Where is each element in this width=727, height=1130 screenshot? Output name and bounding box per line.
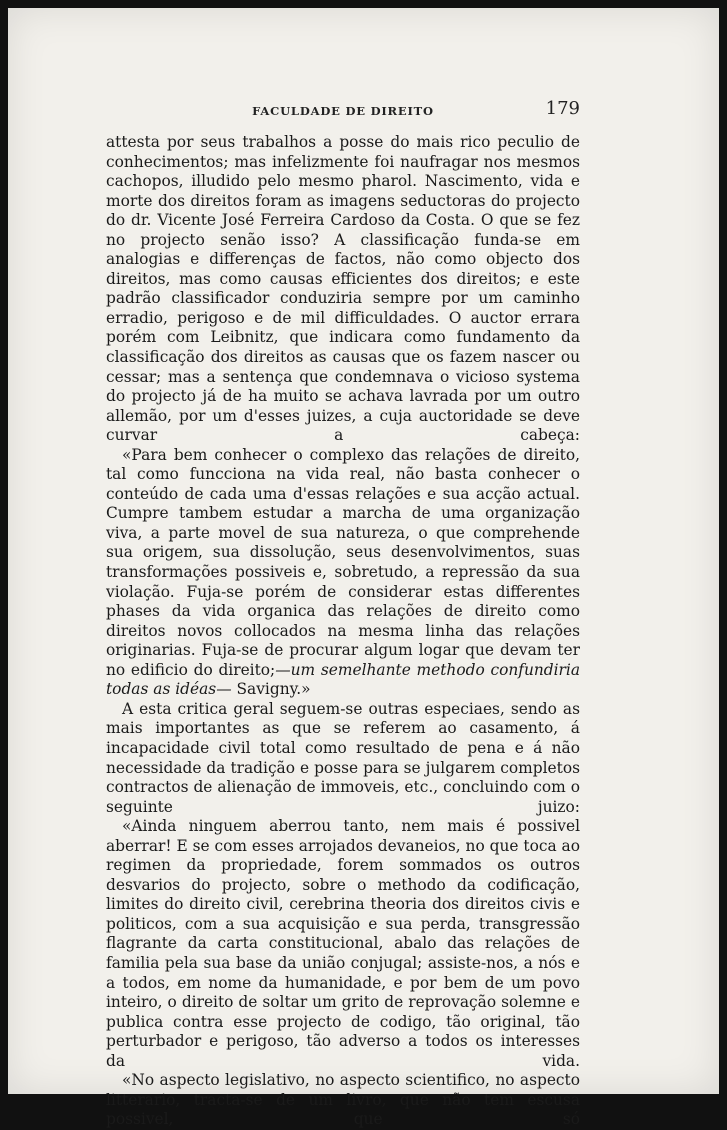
page-number: 179 [545,98,580,119]
paragraph-5-quote: «No aspecto legislativo, no aspecto scientifico, no aspecto litterario, tracta-se de um livro, que não tem escusa possivel, que só [106,1071,580,1129]
paragraph-2-attribution: Savigny.» [236,680,311,699]
running-title: FACULDADE DE DIREITO [252,104,434,118]
book-page [8,8,719,1129]
paragraph-4-quote: «Ainda ninguem aberrou tanto, nem mais é possivel aberrar! E se com esses arrojados devaneios, no que toca ao regimen da propriedade, forem sommados os outros desvarios do projecto, sobre o methodo da codificação, limites do direito civil, cerebrina theoria dos direitos civis e politicos, com a sua acquisição e sua perda, transgressão flagrante da carta constitucional, abalo das relações de familia pela sua base da união conjugal; assiste-nos, a nós e a todos, em nome da humanidade, e por bem de um povo inteiro, o direito de soltar um grito de reprovação solemne e publica contra esse projecto de codigo, tão original, tão perturbador e perigoso, tão adverso a todos os interesses da vida. [106,817,580,1070]
running-header [106,98,580,122]
body-text [106,133,580,1130]
paragraph-2-quote [106,446,580,700]
paragraph-2-text: «Para bem conhecer o complexo das relações de direito, tal como funcciona na vida real, não basta conhecer o conteúdo de cada uma d'essas relações e sua acção actual. Cumpre tambem estudar a marcha de uma organização viva, a parte movel de sua natureza, o que comprehende sua origem, sua dissolução, seus desenvolvimentos, suas transformações possiveis e, sobretudo, a repressão da sua violação. Fuja-se porém de considerar estas differentes phases da vida organica das relações de direito como direitos novos collocados na mesma linha das relações originarias. Fuja-se de procurar algum logar que devam ter no edificio do direito; [106,445,580,679]
paragraph-3: A esta critica geral seguem-se outras especiaes, sendo as mais importantes as que se referem ao casamento, á incapacidade civil total como resultado de pena e á não necessidade da tradição e posse para se julgarem completos contractos de alienação de immoveis, etc., concluindo com o seguinte juizo: [106,699,580,816]
paragraph-1: attesta por seus trabalhos a posse do mais rico peculio de conhecimentos; mas infelizmente foi naufragar nos mesmos cachopos, illudido pelo mesmo pharol. Nascimento, vida e morte dos direitos foram as imagens seductoras do projecto do dr. Vicente José Ferreira Cardoso da Costa. O que se fez no projecto senão isso? A classificação funda-se em analogias e differenças de factos, não como objecto dos direitos, mas como causas efficientes dos direitos; e este padrão classificador conduziria sempre por um caminho erradio, perigoso e de mil difficuldades. O auctor errara porém com Leibnitz, que indicara como fundamento da classificação dos direitos as causas que os fazem nascer ou cessar; mas a sentença que condemnava o vicioso systema do projecto já de ha muito se achava lavrada por um outro allemão, por um d'esses juizes, a cuja auctoridade se deve curvar a cabeça: [106,133,580,445]
paragraph-2-italic: —um semelhante methodo confundiria todas as idéas— [106,660,580,699]
